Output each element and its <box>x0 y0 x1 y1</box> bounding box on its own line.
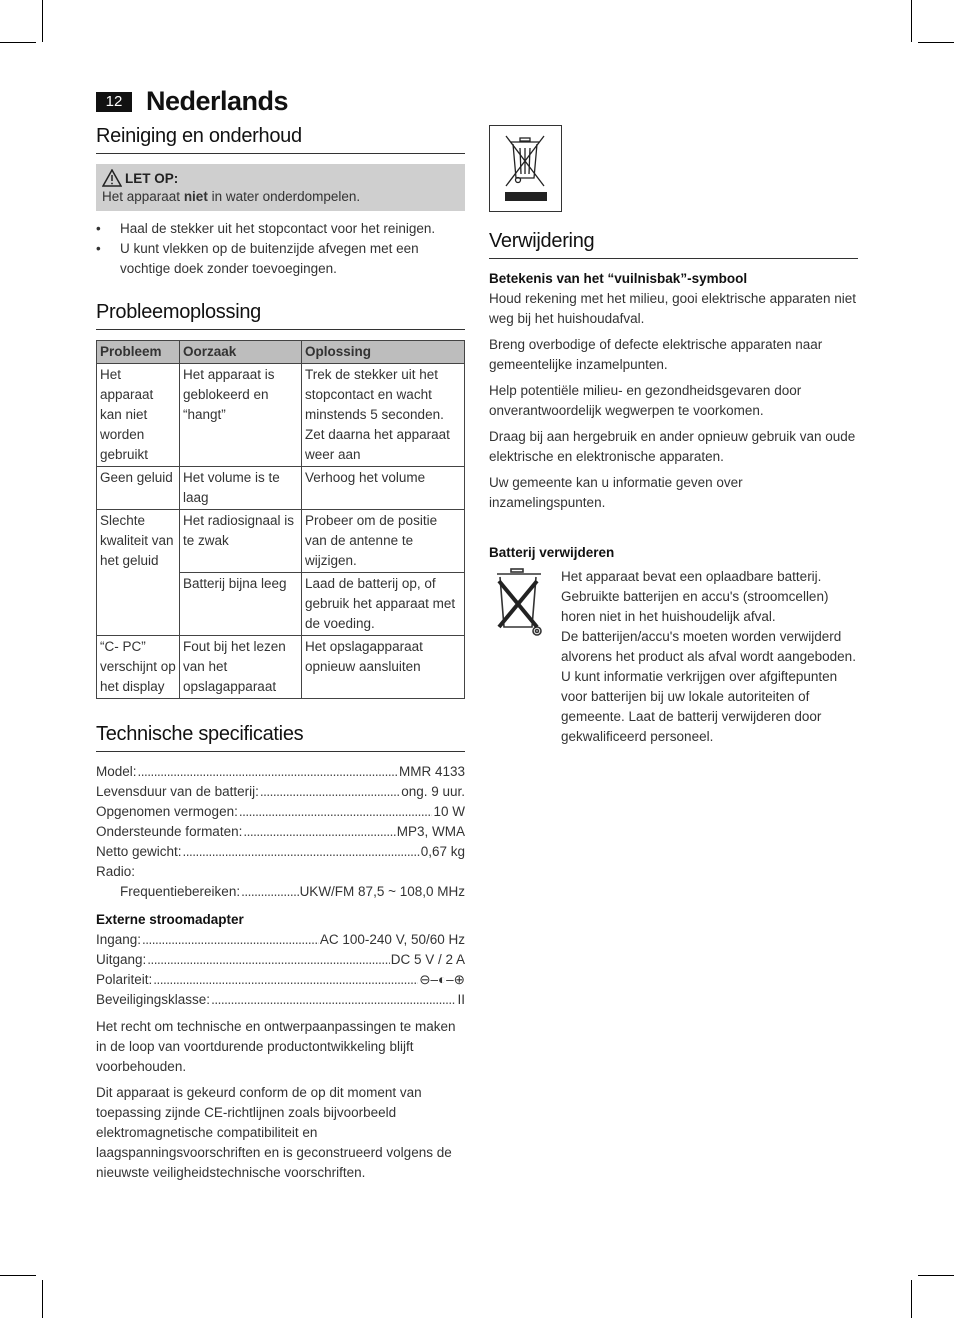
troubleshooting-table <box>96 340 465 699</box>
spec-value: ong. 9 uur. <box>401 784 465 799</box>
spec-label: Radio: <box>96 864 136 879</box>
polarity-symbol: ⊖–◐–⊕ <box>419 972 465 987</box>
battery-paragraph: Het apparaat bevat een oplaadbare batterij. Gebruikte batterijen en accu's (stroomcellen) horen niet in het huishoudelijk afval. <box>561 569 829 624</box>
disposal-paragraph: Houd rekening met het milieu, gooi elektrische apparaten niet weg bij het huishoudafval. <box>489 291 856 326</box>
warning-text-pre: Het apparaat <box>102 189 184 204</box>
table-row <box>97 510 465 573</box>
warning-triangle-icon <box>102 169 122 187</box>
leader-dots <box>153 970 418 990</box>
spec-label: Opgenomen vermogen: <box>96 804 238 819</box>
adapter-list <box>96 930 465 1010</box>
crop-mark <box>42 1280 43 1318</box>
spec-row-battery-life <box>96 782 465 802</box>
disposal-heading: Verwijdering <box>489 230 858 259</box>
disposal-paragraph: Breng overbodige of defecte elektrische apparaten naar gemeentelijke inzamelpunten. <box>489 337 823 372</box>
warning-text <box>102 187 459 207</box>
cleaning-list <box>96 219 465 279</box>
spec-label: Model: <box>96 764 137 779</box>
page-title: Nederlands <box>146 86 289 116</box>
crop-mark <box>911 0 912 42</box>
spec-label: Netto gewicht: <box>96 844 182 859</box>
spec-row-protection-class <box>96 990 465 1010</box>
table-row <box>97 467 465 510</box>
battery-paragraph: De batterijen/accu's moeten worden verwijderd alvorens het product als afval wordt aangeboden. U kunt informatie verkrijgen over afgiftepunten voor batterijen bij uw lokale autoriteiten of gemeente. Laat de batterij verwijderen door gekwalificeerd personeel. <box>561 629 856 744</box>
crop-mark <box>918 1275 954 1276</box>
table-row <box>97 636 465 699</box>
table-cell-cause: Het radiosignaal is te zwak <box>180 510 302 573</box>
specs-list <box>96 762 465 902</box>
leader-dots <box>142 930 319 950</box>
page-number: 12 <box>96 92 132 112</box>
list-item: • U kunt vlekken op de buitenzijde afvegen met een vochtige doek zonder toevoegingen. <box>96 239 465 279</box>
right-column <box>489 125 858 747</box>
table-header-solution: Oplossing <box>302 341 465 364</box>
warning-title-text: LET OP: <box>125 170 179 186</box>
battery-text <box>561 567 858 747</box>
table-cell-solution: Laad de batterij op, of gebruik het apparaat met de voeding. <box>302 573 465 636</box>
disposal-paragraph: Draag bij aan hergebruik en ander opnieuw gebruik van oude elektrische en elektronische apparaten. <box>489 429 856 464</box>
table-cell-cause: Fout bij het lezen van het opslagapparaat <box>180 636 302 699</box>
warning-box <box>96 164 465 211</box>
leader-dots <box>183 842 420 862</box>
spec-row-input <box>96 930 465 950</box>
spec-row-weight <box>96 842 465 862</box>
table-cell-problem: Het apparaat kan niet worden gebruikt <box>97 364 180 467</box>
table-cell-solution: Trek de stekker uit het stopcontact en wacht minstends 5 seconden. Zet daarna het apparaat weer aan <box>302 364 465 467</box>
specs-note-rights: Het recht om technische en ontwerpaanpassingen te maken in de loop van voortdurende productontwikkeling blijft voorbehouden. <box>96 1019 456 1074</box>
disposal-subheading: Betekenis van het “vuilnisbak”-symbool <box>489 271 748 286</box>
spec-label: Polariteit: <box>96 972 153 987</box>
leader-dots <box>241 882 298 902</box>
warning-title <box>102 169 459 187</box>
spec-value: 0,67 kg <box>420 844 465 859</box>
spec-row-frequency <box>96 882 465 902</box>
warning-text-post: in water onderdompelen. <box>207 189 361 204</box>
list-item: • Haal de stekker uit het stopcontact voor het reinigen. <box>96 219 465 239</box>
spec-row-power <box>96 802 465 822</box>
disposal-paragraph: Help potentiële milieu- en gezondheidsgevaren door onverantwoordelijk wegwerpen te voorkomen. <box>489 383 802 418</box>
spec-label: Uitgang: <box>96 952 147 967</box>
crossed-bin-icon <box>498 132 554 206</box>
spec-row-model <box>96 762 465 782</box>
table-header-row <box>97 341 465 364</box>
leader-dots <box>239 802 433 822</box>
cleaning-heading: Reiniging en onderhoud <box>96 125 465 154</box>
table-cell-problem: Slechte kwaliteit van het geluid <box>97 510 180 636</box>
table-cell-solution: Het opslagapparaat opnieuw aansluiten <box>302 636 465 699</box>
table-cell-solution: Probeer om de positie van de antenne te wijzigen. <box>302 510 465 573</box>
spec-value: DC 5 V / 2 A <box>390 952 465 967</box>
spec-value: UKW/FM 87,5 ~ 108,0 MHz <box>299 884 465 899</box>
table-cell-cause: Batterij bijna leeg <box>180 573 302 636</box>
spec-row-radio <box>96 862 465 882</box>
crop-mark <box>911 1280 912 1318</box>
spec-label: Beveiligingsklasse: <box>96 992 211 1007</box>
battery-bin-icon <box>489 567 549 747</box>
battery-heading: Batterij verwijderen <box>489 545 615 560</box>
spec-row-output <box>96 950 465 970</box>
table-cell-solution: Verhoog het volume <box>302 467 465 510</box>
troubleshooting-heading: Probleemoplossing <box>96 301 465 330</box>
spec-value: MP3, WMA <box>396 824 465 839</box>
spec-row-polarity <box>96 970 465 990</box>
leader-dots <box>243 822 395 842</box>
table-cell-problem: Geen geluid <box>97 467 180 510</box>
table-row <box>97 364 465 467</box>
table-cell-cause: Het volume is te laag <box>180 467 302 510</box>
warning-text-bold: niet <box>183 189 208 204</box>
table-cell-problem: “C- PC” verschijnt op het display <box>97 636 180 699</box>
crop-mark <box>918 42 954 43</box>
spec-label: Ondersteunde formaten: <box>96 824 243 839</box>
spec-row-formats <box>96 822 465 842</box>
crop-mark <box>0 42 36 43</box>
spec-label: Ingang: <box>96 932 142 947</box>
disposal-paragraph: Uw gemeente kan u informatie geven over inzamelingspunten. <box>489 475 743 510</box>
specs-heading: Technische specificaties <box>96 723 465 752</box>
specs-note-ce: Dit apparaat is gekeurd conform de op dit moment van toepassing zijnde CE-richtlijnen zoals bijvoorbeeld elektromagnetische compatibiliteit en laagspanningsvoorschriften en is geconstrueerd volgens de nieuwste veiligheidstechnische voorschriften. <box>96 1085 452 1180</box>
left-column <box>96 86 465 1189</box>
page-header <box>96 86 465 117</box>
table-header-problem: Probleem <box>97 341 180 364</box>
leader-dots <box>138 762 398 782</box>
spec-label: Frequentiebereiken: <box>120 884 241 899</box>
crop-mark <box>0 1275 36 1276</box>
weee-symbol-box <box>489 125 562 212</box>
spec-value: II <box>457 992 465 1007</box>
spec-label: Levensduur van de batterij: <box>96 784 259 799</box>
crop-mark <box>42 0 43 42</box>
leader-dots <box>147 950 389 970</box>
spec-value: AC 100-240 V, 50/60 Hz <box>319 932 465 947</box>
spec-value: 10 W <box>433 804 465 819</box>
adapter-heading: Externe stroomadapter <box>96 912 244 927</box>
spec-value: MMR 4133 <box>398 764 465 779</box>
leader-dots <box>260 782 400 802</box>
leader-dots <box>211 990 456 1010</box>
battery-section <box>489 567 858 747</box>
table-cell-cause: Het apparaat is geblokeerd en “hangt” <box>180 364 302 467</box>
table-header-cause: Oorzaak <box>180 341 302 364</box>
